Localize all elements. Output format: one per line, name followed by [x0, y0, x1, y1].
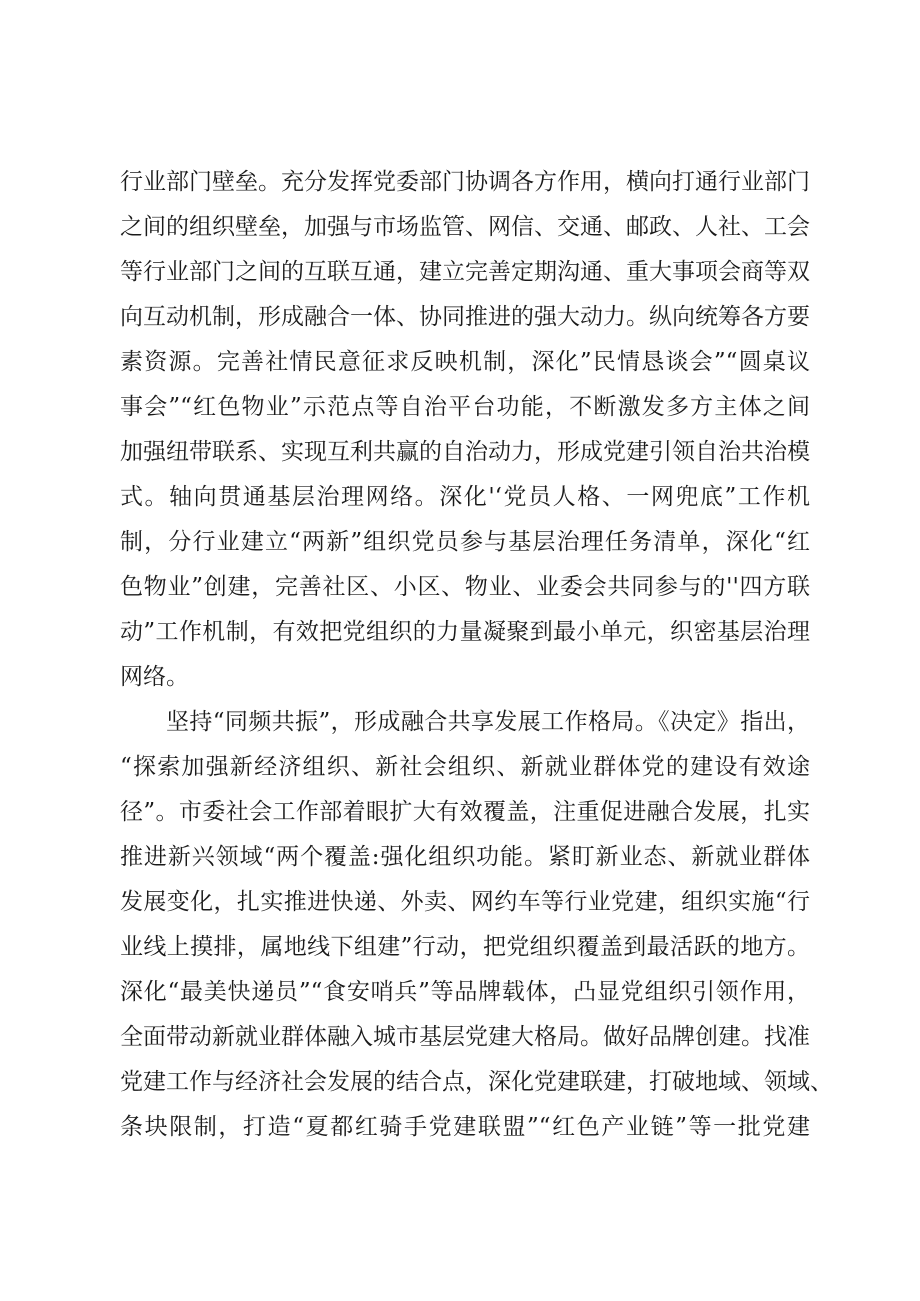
text-line: 推进新兴领域“两个覆盖:强化组织功能。紧盯新业态、新就业群体 [120, 844, 810, 870]
text-line: 动”工作机制，有效把党组织的力量凝聚到最小单元，织密基层治理 [120, 619, 810, 645]
text-line: 全面带动新就业群体融入城市基层党建大格局。做好品牌创建。找准 [120, 1024, 810, 1050]
text-line: 等行业部门之间的互联互通，建立完善定期沟通、重大事项会商等双 [120, 259, 810, 285]
text-line: 向互动机制，形成融合一体、协同推进的强大动力。纵向统筹各方要 [120, 304, 810, 330]
text-line: 条块限制，打造“夏都红骑手党建联盟”“红色产业链”等一批党建 [120, 1114, 810, 1140]
text-line: 色物业”创建，完善社区、小区、物业、业委会共同参与的''四方联 [120, 574, 810, 600]
text-line: 深化“最美快递员”“食安哨兵”等品牌载体，凸显党组织引领作用， [120, 979, 810, 1005]
text-line: 坚持“同频共振”，形成融合共享发展工作格局。《决定》指出， [166, 709, 810, 735]
body-text [120, 160, 833, 1150]
text-line: 径”。市委社会工作部着眼扩大有效覆盖，注重促进融合发展，扎实 [120, 799, 810, 825]
text-line: 党建工作与经济社会发展的结合点，深化党建联建，打破地域、领域、 [120, 1069, 833, 1095]
text-line: 发展变化，扎实推进快递、外卖、网约车等行业党建，组织实施“行 [120, 889, 810, 915]
text-line: 制，分行业建立“两新”组织党员参与基层治理任务清单，深化“红 [120, 529, 810, 555]
text-line: 素资源。完善社情民意征求反映机制，深化”民情恳谈会”“圆桌议 [120, 349, 810, 375]
text-line: 业线上摸排，属地线下组建”行动，把党组织覆盖到最活跃的地方。 [120, 934, 810, 960]
text-line: 加强纽带联系、实现互利共赢的自治动力，形成党建引领自治共治模 [120, 439, 810, 465]
paragraph-1 [120, 160, 810, 700]
text-line: 行业部门壁垒。充分发挥党委部门协调各方作用，横向打通行业部门 [120, 169, 810, 195]
text-line: “探索加强新经济组织、新社会组织、新就业群体党的建设有效途 [120, 754, 810, 780]
text-line: 式。轴向贯通基层治理网络。深化'‘党员人格、一网兜底”工作机 [120, 484, 810, 510]
paragraph-2 [120, 700, 833, 1150]
text-line: 之间的组织壁垒，加强与市场监管、网信、交通、邮政、人社、工会 [120, 214, 810, 240]
text-line: 事会”“红色物业”示范点等自治平台功能，不断激发多方主体之间 [120, 394, 810, 420]
text-line: 网络。 [120, 664, 189, 690]
